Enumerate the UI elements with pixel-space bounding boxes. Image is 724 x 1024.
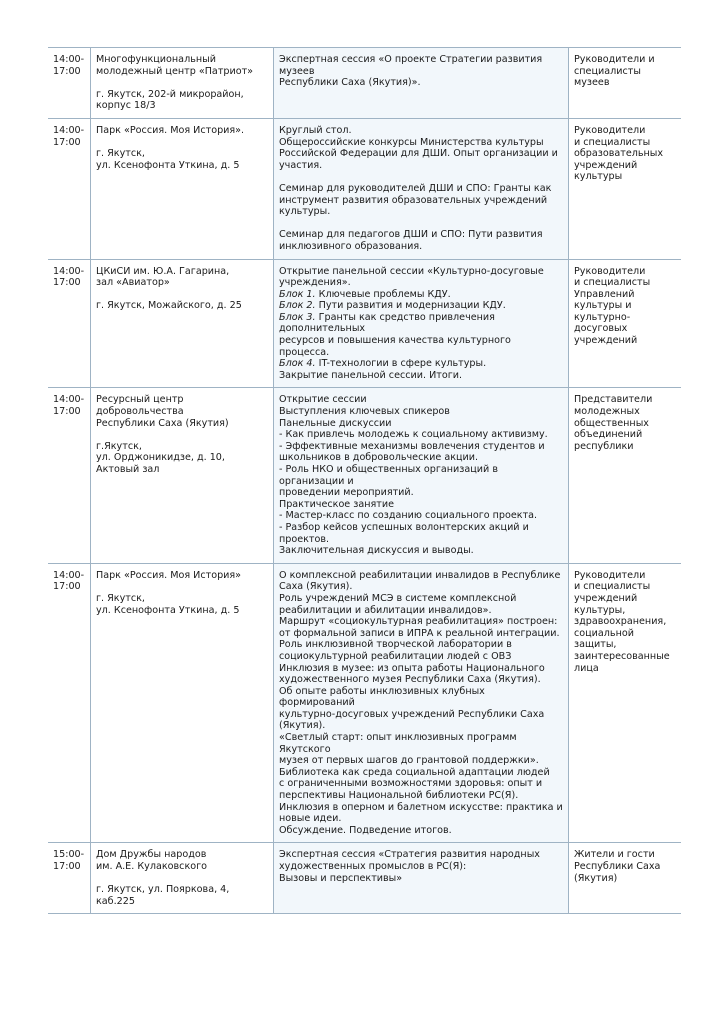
block-label: Блок 2. — [279, 300, 316, 312]
audience-cell: Представители молодежных общественных объединений республики — [569, 388, 682, 563]
event-cell: Круглый стол. Общероссийские конкурсы Министерства культуры Российской Федерации для ДШИ. Опыт организации и участия. Семинар для руководителей ДШИ и СПО: Гранты как инструмент развития образовательных учреждений культуры. Семинар для педагогов ДШИ и СПО: Пути развития инклюзивного образования. — [274, 118, 569, 259]
audience-cell: Руководители и специалисты музеев — [569, 48, 682, 119]
block-text: Пути развития и модернизации КДУ. — [315, 300, 506, 312]
event-cell: Экспертная сессия «О проекте Стратегии развития музеев Республики Саха (Якутия)». — [274, 48, 569, 119]
block-item — [279, 358, 486, 369]
table-row — [48, 388, 681, 563]
venue-cell: Парк «Россия. Моя История» г. Якутск, ул. Ксенофонта Уткина, д. 5 — [91, 563, 274, 843]
audience-cell: Руководители и специалисты Управлений культуры и культурно-досуговых учреждений — [569, 259, 682, 388]
block-item — [279, 300, 506, 311]
audience-cell: Руководители и специалисты образовательных учреждений культуры — [569, 118, 682, 259]
block-text: IT-технологии в сфере культуры. — [315, 358, 487, 370]
time-cell: 14:00- 17:00 — [48, 563, 91, 843]
block-label: Блок 4. — [279, 358, 316, 370]
time-cell: 14:00- 17:00 — [48, 259, 91, 388]
venue-cell: Многофункциональный молодежный центр «Патриот» г. Якутск, 202-й микрорайон, корпус 18/3 — [91, 48, 274, 119]
table-row — [48, 48, 681, 119]
table-row — [48, 843, 681, 914]
table-row — [48, 563, 681, 843]
table-row — [48, 259, 681, 388]
event-cell: О комплексной реабилитации инвалидов в Республике Саха (Якутия). Роль учреждений МСЭ в системе комплексной реабилитации и абилитации инвалидов». Маршрут «социокультурная реабилитация» построен: от формальной записи в ИПРА к реальной интеграции. Роль инклюзивной творческой лаборатории в социокультурной реабилитации людей с ОВЗ Инклюзия в музее: из опыта работы Национального художественного музея Республики Саха (Якутия). Об опыте работы инклюзивных клубных формирований культурно-досуговых учреждений Республики Саха (Якутия). «Светлый старт: опыт инклюзивных программ Якутского музея от первых шагов до грантовой поддержки». Библиотека как среда социальной адаптации людей с ограниченными возможностями здоровья: опыт и перспективы Национальной библиотеки РС(Я). Инклюзия в оперном и балетном искусстве: практика и новые идеи. Обсуждение. Подведение итогов. — [274, 563, 569, 843]
time-cell: 15:00- 17:00 — [48, 843, 91, 914]
block-text: Ключевые проблемы КДУ. — [315, 288, 451, 300]
time-cell: 14:00- 17:00 — [48, 48, 91, 119]
block-text: Гранты как средство привлечения дополнительных ресурсов и повышения качества культурного процесса. — [279, 311, 511, 358]
audience-cell: Жители и гости Республики Саха (Якутия) — [569, 843, 682, 914]
event-cell — [274, 259, 569, 388]
block-item — [279, 312, 514, 358]
table-row — [48, 118, 681, 259]
event-intro: Открытие панельной сессии «Культурно-досуговые учреждения». — [279, 265, 544, 289]
event-cell: Экспертная сессия «Стратегия развития народных художественных промыслов в РС(Я): Вызовы и перспективы» — [274, 843, 569, 914]
schedule-table — [48, 47, 681, 914]
audience-cell: Руководители и специалисты учреждений культуры, здравоохранения, социальной защиты, заинтересованные лица — [569, 563, 682, 843]
venue-cell: Парк «Россия. Моя История». г. Якутск, ул. Ксенофонта Уткина, д. 5 — [91, 118, 274, 259]
venue-cell: Дом Дружбы народов им. А.Е. Кулаковского г. Якутск, ул. Пояркова, 4, каб.225 — [91, 843, 274, 914]
venue-cell: ЦКиСИ им. Ю.А. Гагарина, зал «Авиатор» г. Якутск, Можайского, д. 25 — [91, 259, 274, 388]
block-label: Блок 1. — [279, 288, 316, 300]
event-outro: Закрытие панельной сессии. Итоги. — [279, 369, 463, 381]
time-cell: 14:00- 17:00 — [48, 118, 91, 259]
time-cell: 14:00- 17:00 — [48, 388, 91, 563]
block-item — [279, 289, 451, 300]
block-label: Блок 3. — [279, 311, 316, 323]
event-cell: Открытие сессии Выступления ключевых спикеров Панельные дискуссии - Как привлечь молодежь к социальному активизму. - Эффективные механизмы вовлечения студентов и школьников в добровольческие акции. - Роль НКО и общественных организаций в организации и проведении мероприятий. Практическое занятие - Мастер-класс по созданию социального проекта. - Разбор кейсов успешных волонтерских акций и проектов. Заключительная дискуссия и выводы. — [274, 388, 569, 563]
venue-cell: Ресурсный центр добровольчества Республики Саха (Якутия) г.Якутск, ул. Орджоникидзе, д. 10, Актовый зал — [91, 388, 274, 563]
